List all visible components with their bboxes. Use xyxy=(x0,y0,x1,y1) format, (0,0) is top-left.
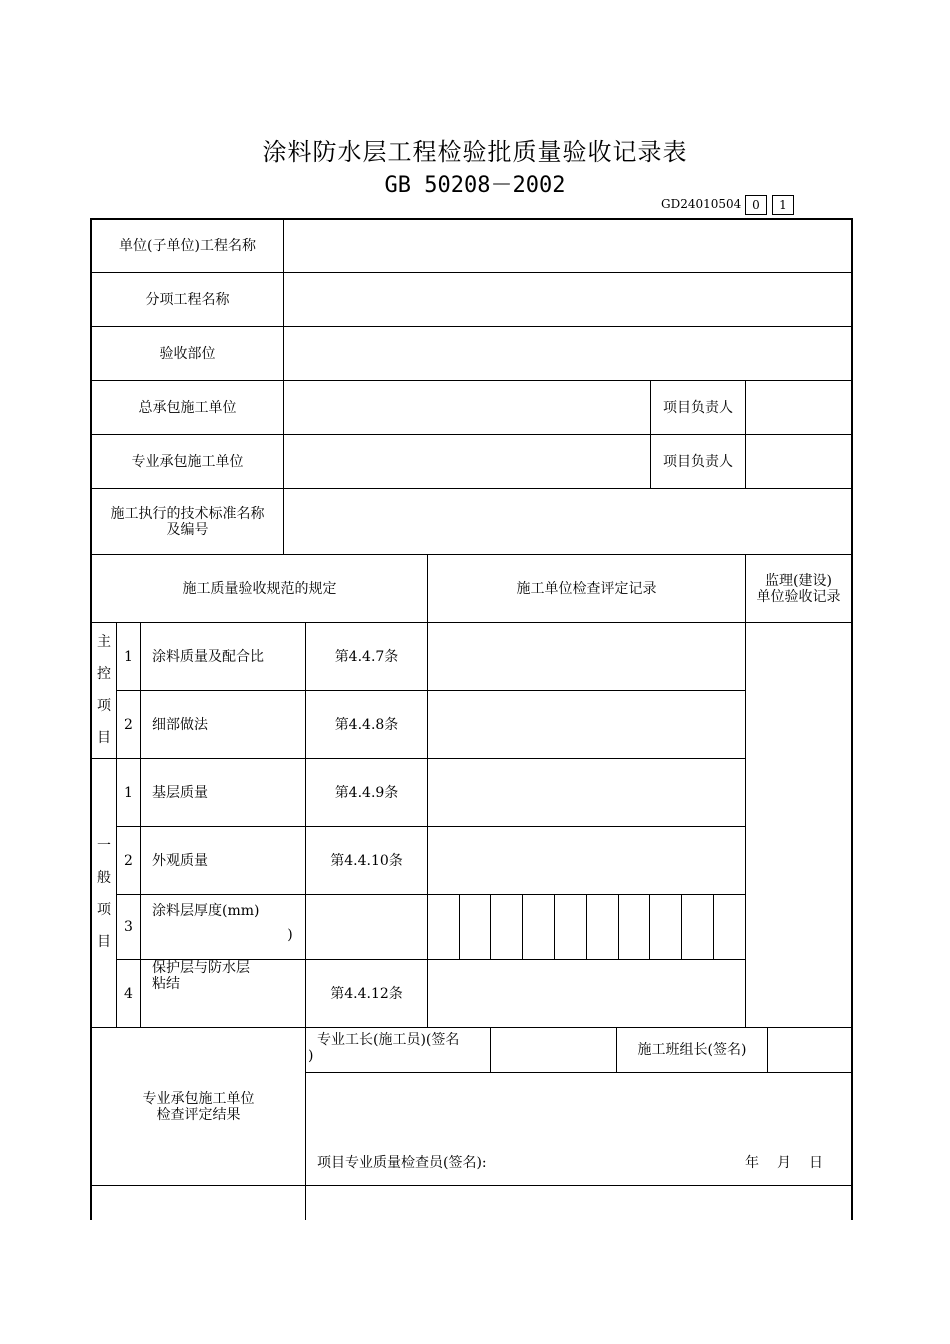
supervision-column-header xyxy=(746,555,851,622)
general-group-char-1: 一 xyxy=(97,838,111,854)
general-item-4-name-line1: 保护层与防水层 xyxy=(152,960,250,976)
general-item-2-clause: 第4.4.10条 xyxy=(330,852,403,869)
general-item-4-name xyxy=(152,960,302,1027)
team-leader-label: 施工班组长(签名) xyxy=(637,1042,747,1058)
general-item-1-clause: 第4.4.9条 xyxy=(334,784,399,801)
general-group-char-2: 般 xyxy=(97,870,111,886)
date-day: 日 xyxy=(809,1155,823,1171)
date-month: 月 xyxy=(777,1155,791,1171)
tech-standard-label xyxy=(92,489,283,554)
sub-project-name-label: 分项工程名称 xyxy=(145,291,230,308)
general-group-char-4: 目 xyxy=(97,934,111,950)
form-code: GD24010504 xyxy=(661,197,742,211)
inspector-label: 项目专业质量检查员(签名): xyxy=(317,1155,487,1171)
main-item-2-no: 2 xyxy=(124,716,133,733)
tech-standard-line1: 施工执行的技术标准名称 xyxy=(110,505,265,522)
unit-project-name-label: 单位(子单位)工程名称 xyxy=(119,238,256,254)
general-contractor-label: 总承包施工单位 xyxy=(138,399,237,416)
spec-column-header: 施工质量验收规范的规定 xyxy=(182,580,337,597)
main-item-1-name: 涂料质量及配合比 xyxy=(152,648,264,665)
foreman-label-line1: 专业工长(施工员)(签名 xyxy=(317,1032,460,1048)
unit-project-name-value xyxy=(284,220,851,272)
foreman-label-line2: ) xyxy=(308,1048,314,1064)
general-item-4-name-line2: 粘结 xyxy=(152,976,180,992)
general-item-1-name: 基层质量 xyxy=(152,784,208,801)
main-item-2-clause: 第4.4.8条 xyxy=(334,716,399,733)
supervision-header-line2: 单位验收记录 xyxy=(756,588,841,605)
main-group-char-4: 目 xyxy=(97,730,111,746)
general-group-char-3: 项 xyxy=(97,902,111,918)
acceptance-part-label: 验收部位 xyxy=(159,345,216,362)
general-item-4-clause: 第4.4.12条 xyxy=(330,985,403,1002)
general-item-3-no: 3 xyxy=(124,919,133,935)
main-group-char-1: 主 xyxy=(97,634,111,650)
code-box-1: 0 xyxy=(745,195,767,215)
supervision-header-line1: 监理(建设) xyxy=(765,572,832,589)
main-group-char-2: 控 xyxy=(97,666,111,682)
code-box-2: 1 xyxy=(772,195,794,215)
result-label xyxy=(92,1028,305,1185)
date-year: 年 xyxy=(745,1155,759,1171)
project-manager-label-2: 项目负责人 xyxy=(663,453,733,470)
record-column-header: 施工单位检查评定记录 xyxy=(516,580,657,597)
foreman-label xyxy=(308,1032,490,1068)
general-item-3-name-line2: ) xyxy=(287,927,293,943)
general-item-3-name-line1: 涂料层厚度(mm) xyxy=(152,903,260,919)
general-item-2-no: 2 xyxy=(124,852,133,869)
main-item-1-clause: 第4.4.7条 xyxy=(334,648,399,665)
tech-standard-line2: 及编号 xyxy=(166,521,209,538)
general-item-1-no: 1 xyxy=(124,784,133,801)
main-item-2-name: 细部做法 xyxy=(152,716,208,733)
project-manager-label-1: 项目负责人 xyxy=(663,399,733,416)
general-item-4-no: 4 xyxy=(124,985,133,1002)
general-item-2-name: 外观质量 xyxy=(152,852,208,869)
main-item-1-no: 1 xyxy=(124,648,133,665)
result-label-line2: 检查评定结果 xyxy=(156,1106,241,1123)
form-title: 涂料防水层工程检验批质量验收记录表 xyxy=(262,138,688,166)
result-label-line1: 专业承包施工单位 xyxy=(142,1090,255,1107)
standard-number: GB 50208－2002 xyxy=(384,173,566,198)
specialty-contractor-label: 专业承包施工单位 xyxy=(131,453,244,470)
main-group-char-3: 项 xyxy=(97,698,111,714)
